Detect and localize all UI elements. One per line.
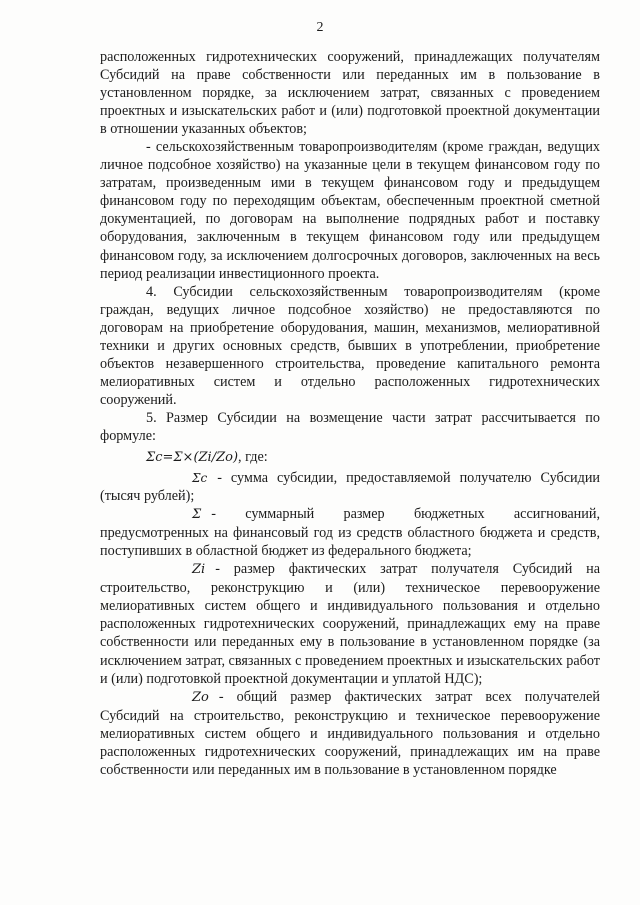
definition-symbol: Σ [192, 507, 202, 523]
paragraph-item-5: 5. Размер Субсидии на возмещение части затрат рассчитывается по формуле: [100, 409, 600, 444]
definition-sigma [100, 505, 600, 560]
page-number: 2 [316, 20, 324, 35]
definition-symbol: Zo [192, 689, 209, 705]
definition-text: - сумма субсидии, предоставляемой получателю Субсидии (тысяч рублей); [100, 470, 600, 505]
paragraph-item-4: 4. Субсидии сельскохозяйственным товаропроизводителям (кроме граждан, ведущих личное подсобное хозяйство) не предоставляются по договорам на приобретение оборудования, машин, механизмов, мелиоративной техники и других основных средств, бывших в употреблении, приобретение объектов незавершенного строительства, проведение капитального ремонта мелиоративных систем и отдельно расположенных гидротехнических сооружений. [100, 283, 600, 408]
definition-zi [100, 560, 600, 687]
paragraph-producers-clause: - сельскохозяйственным товаропроизводителям (кроме граждан, ведущих личное подсобное хозяйство) на указанные цели в текущем финансовом году по затратам, произведенным ими в текущем финансовом году и предыдущем финансовом году по переходящим объектам, обеспеченным проектной сметной документацией, по договорам на выполнение подрядных работ и поставку оборудования, заключенным в текущем финансовом году или предыдущем финансовом году, за исключением долгосрочных договоров, заключенных на весь период реализации инвестиционного проекта. [100, 139, 600, 282]
definition-text: - общий размер фактических затрат всех получателей Субсидий на строительство, реконструкцию и техническое перевооружение мелиоративных систем общего и индивидуального пользования и отдельно расположенных гидротехнических сооружений, принадлежащих им на праве собственности или переданных им в пользование в установленном порядке [100, 688, 600, 778]
definition-sigma-c [100, 469, 600, 505]
formula [100, 445, 600, 469]
definition-symbol: Zi [192, 562, 206, 578]
paragraph-continuation: расположенных гидротехнических сооружений, принадлежащих получателям Субсидий на праве собственности или переданных им в пользование в установленном порядке, за исключением затрат, связанных с проведением проектных и изыскательских работ и (или) подготовкой проектной документации в отношении указанных объектов; [100, 49, 600, 138]
definition-text: - суммарный размер бюджетных ассигнований, предусмотренных на финансовый год из средств областного бюджета и средств, поступивших в областной бюджет из федерального бюджета; [100, 506, 600, 560]
definition-zo [100, 688, 600, 779]
formula-suffix: , где: [238, 449, 268, 466]
formula-expression: Σc=Σ×(Zi/Zo) [146, 450, 239, 466]
document-body [100, 48, 600, 779]
definition-symbol: Σc [192, 471, 208, 486]
definition-text: - размер фактических затрат получателя Субсидий на строительство, реконструкцию и (или) техническое перевооружение мелиоративных систем общего и индивидуального пользования и отдельно расположенных гидротехнических сооружений, принадлежащих ему на праве собственности или переданных ему в пользование в установленном порядке (за исключением затрат, связанных с проведением проектных и изыскательских работ и (или) подготовкой проектной документации и уплатой НДС); [100, 561, 600, 687]
